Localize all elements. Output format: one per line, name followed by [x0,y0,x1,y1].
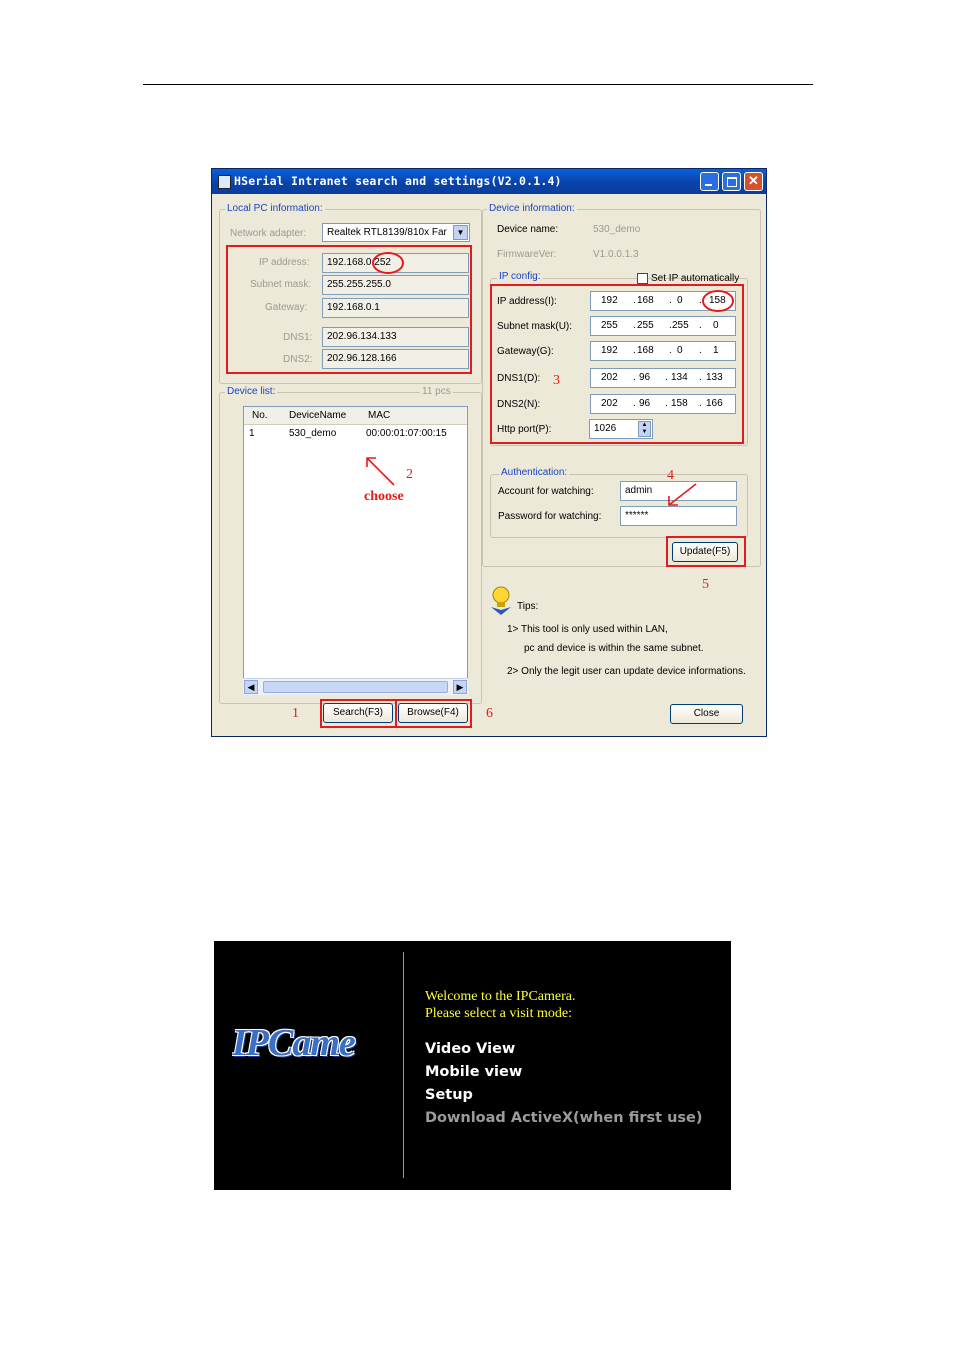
local-dns1-label: DNS1: [283,332,313,343]
app-icon [218,175,231,189]
device-row-name: 530_demo [289,428,337,439]
local-ip-field[interactable]: 192.168.0.252 [322,253,469,273]
ip-config-group-label: IP config: [499,271,541,282]
mobile-view-link[interactable]: Mobile view [425,1064,523,1080]
scroll-right-icon[interactable]: ▶ [453,680,467,694]
gateway-octet-4: 1 [713,345,719,356]
ip-octet-3: 0 [677,295,683,306]
local-pc-group-label: Local PC information: [227,203,323,214]
setup-link[interactable]: Setup [425,1087,473,1103]
password-label: Password for watching: [498,511,602,522]
browse-button[interactable]: Browse(F4) [398,703,468,723]
welcome-line-1: Welcome to the IPCamera. [425,989,576,1004]
http-port-label: Http port(P): [497,424,552,435]
panel-divider [403,952,404,1178]
dot: . [699,372,702,383]
tips-line-1: 1> This tool is only used within LAN, [507,624,668,635]
ip-octet-2: 168 [637,295,654,306]
ip-octet-4: 158 [709,295,726,306]
local-ip-label: IP address: [259,257,310,268]
dot: . [699,398,702,409]
scrollbar-thumb[interactable] [263,681,448,693]
arrow-to-device-icon [362,453,398,489]
password-field[interactable]: ****** [620,506,737,526]
welcome-line-2: Please select a visit mode: [425,1006,572,1021]
dot: . [633,295,636,306]
arrow-to-password-icon [664,481,700,509]
local-dns2-field[interactable]: 202.96.128.166 [322,349,469,369]
choose-annotation: choose [364,489,404,504]
highlight-search [320,699,397,728]
local-subnet-label: Subnet mask: [250,279,312,290]
dns1-octet-4: 133 [706,372,723,383]
device-info-group-label: Device information: [489,203,575,214]
ipcam-logo: IPCame [232,1022,355,1064]
local-subnet-field[interactable]: 255.255.255.0 [322,275,469,295]
highlight-ip-octet-circle [702,290,734,312]
minimize-button[interactable] [700,172,719,191]
dns1-octet-3: 134 [671,372,688,383]
subnet-octet-2: 255 [637,320,654,331]
highlight-ip-circle [372,252,404,274]
auth-group-label: Authentication: [501,467,568,478]
local-gateway-field[interactable]: 192.168.0.1 [322,298,469,318]
dot: . [633,320,636,331]
highlight-local-pc [226,245,472,374]
dot: . [633,345,636,356]
page-header-rule [143,84,813,85]
dot: . [665,372,668,383]
welcome-text [425,988,576,1022]
gateway-label: Gateway(G): [497,346,554,357]
dot: . [669,345,672,356]
step-number-2: 2 [406,467,413,482]
search-settings-window [211,168,767,737]
dns1-label: DNS1(D): [497,373,541,384]
column-no[interactable]: No. [252,410,268,421]
dot: . [699,320,702,331]
dot: . [665,398,668,409]
update-button[interactable]: Update(F5) [672,542,738,562]
gateway-octet-1: 192 [601,345,618,356]
chevron-down-icon[interactable]: ▼ [453,225,468,240]
column-mac[interactable]: MAC [368,410,391,421]
subnet-octet-1: 255 [601,320,618,331]
dns2-octet-2: 96 [639,398,651,409]
close-window-button[interactable]: ✕ [744,172,763,191]
set-ip-auto-label: Set IP automatically [651,273,740,284]
device-list[interactable] [243,406,468,695]
dot: . [669,320,672,331]
step-number-3: 3 [553,373,560,388]
step-number-5: 5 [702,577,709,592]
device-name-label: Device name: [497,224,559,235]
dns2-octet-4: 166 [706,398,723,409]
local-gateway-label: Gateway: [265,302,308,313]
dns2-octet-1: 202 [601,398,618,409]
device-list-header [244,407,467,425]
download-activex-link[interactable]: Download ActiveX(when first use) [425,1110,703,1126]
subnet-label: Subnet mask(U): [497,321,573,332]
dot: . [633,398,636,409]
device-count: 11 pcs [422,386,451,397]
http-port-value: 1026 [594,423,617,434]
firmware-label: FirmwareVer: [497,249,557,260]
network-adapter-label: Network adapter: [230,228,307,239]
title-bar[interactable] [212,169,766,194]
column-device-name[interactable]: DeviceName [289,410,347,421]
subnet-octet-4: 0 [713,320,719,331]
device-list-group-label: Device list: [227,386,276,397]
local-dns2-label: DNS2: [283,354,313,365]
dot: . [633,372,636,383]
device-name-value: 530_demo [593,224,641,235]
highlight-browse [395,699,472,728]
device-row-mac: 00:00:01:07:00:15 [366,428,447,439]
horizontal-scrollbar[interactable] [243,678,468,695]
tips-title: Tips: [517,601,539,612]
spinner-icon[interactable]: ▲ ▼ [638,421,651,437]
search-button[interactable]: Search(F3) [323,703,393,723]
dns2-label: DNS2(N): [497,399,541,410]
device-row[interactable] [244,425,467,441]
highlight-update [666,536,746,567]
video-view-link[interactable]: Video View [425,1041,516,1057]
ip-octet-1: 192 [601,295,618,306]
dns1-octet-2: 96 [639,372,651,383]
dot: . [699,295,702,306]
tips-line-2: pc and device is within the same subnet. [524,643,704,654]
step-number-6: 6 [486,706,493,721]
network-adapter-value: Realtek RTL8139/810x Far [327,227,447,238]
device-row-no: 1 [249,428,255,439]
tips-line-3: 2> Only the legit user can update device informations. [507,666,746,677]
ip-label: IP address(I): [497,296,557,307]
dns2-octet-3: 158 [671,398,688,409]
close-button[interactable]: Close [670,704,743,724]
account-field[interactable]: admin [620,481,737,501]
local-dns1-field[interactable]: 202.96.134.133 [322,327,469,347]
tips-lightbulb-icon [489,585,513,615]
step-number-1: 1 [292,706,299,721]
gateway-octet-3: 0 [677,345,683,356]
ipcamera-welcome-panel [214,941,731,1190]
set-ip-auto-checkbox[interactable] [637,273,648,284]
scroll-left-icon[interactable]: ◀ [244,680,258,694]
maximize-button[interactable] [722,172,741,191]
firmware-value: V1.0.0.1.3 [593,249,639,260]
dot: . [699,345,702,356]
network-adapter-select[interactable] [322,223,470,242]
dns1-octet-1: 202 [601,372,618,383]
step-number-4: 4 [667,468,674,483]
dot: . [669,295,672,306]
gateway-octet-2: 168 [637,345,654,356]
subnet-octet-3: 255 [672,320,689,331]
account-label: Account for watching: [498,486,594,497]
window-title: HSerial Intranet search and settings(V2.0.1.4) [234,174,562,188]
